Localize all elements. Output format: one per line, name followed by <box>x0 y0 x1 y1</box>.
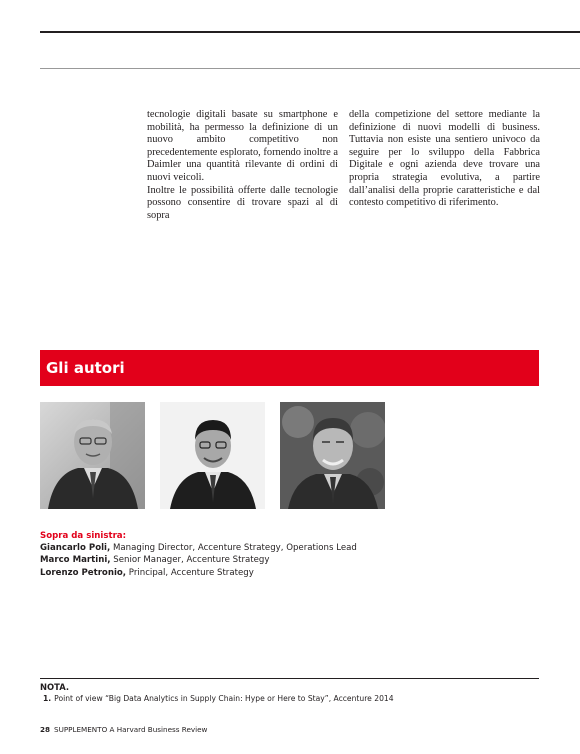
column1-paragraph-2: Inoltre le possibilità offerte dalle tecnologie possono consentire di trovare spazi al di sopra <box>147 184 338 221</box>
note-text: Point of view “Big Data Analytics in Supply Chain: Hype or Here to Stay”, Accenture 2014 <box>54 694 394 703</box>
author-photo-2 <box>160 402 265 509</box>
caption-person-3 <box>40 567 357 579</box>
top-rule <box>40 31 580 33</box>
authors-banner-title: Gli autori <box>46 359 125 377</box>
person-name: Lorenzo Petronio, <box>40 567 127 578</box>
footer-publication: SUPPLEMENTO A Harvard Business Review <box>54 725 208 734</box>
page-number: 28 <box>40 725 51 734</box>
authors-caption <box>40 530 357 579</box>
authors-banner <box>40 350 539 386</box>
person-role: Senior Manager, Accenture Strategy <box>110 555 270 566</box>
header-thin-rule <box>40 68 580 69</box>
note-item-1 <box>43 694 394 703</box>
person-role: Managing Director, Accenture Strategy, Operations Lead <box>110 543 357 554</box>
caption-heading: Sopra da sinistra: <box>40 531 127 541</box>
person-role: Principal, Accenture Strategy <box>126 567 254 578</box>
body-column-2 <box>349 109 540 210</box>
note-rule <box>40 678 539 679</box>
author-photo-3 <box>280 402 385 509</box>
caption-person-1 <box>40 542 357 554</box>
caption-person-2 <box>40 554 357 566</box>
column1-paragraph-1: tecnologie digitali basate su smartphone e mobilità, ha permesso la definizione di un nuovo ambito competitivo non precedentemente esplorato, fornendo inoltre a Daimler una quantità rilevante di ordini di nuovi veicoli. <box>147 109 338 183</box>
person-name: Marco Martini, <box>40 555 111 566</box>
note-number: 1. <box>43 694 52 703</box>
note-title: NOTA. <box>40 682 70 692</box>
column2-paragraph-1: della competizione del settore mediante la definizione di nuovi modelli di business. Tuttavia non esiste una sentiero univoco da seguire per lo sviluppo della Fabbrica Digitale e ogni azienda deve trovare una propria strategia evolutiva, a partire dall’analisi della proprie caratteristiche e dal contesto competitivo di riferimento. <box>349 109 540 209</box>
page-footer <box>40 725 207 734</box>
person-name: Giancarlo Poli, <box>40 543 111 554</box>
author-photo-1 <box>40 402 145 509</box>
body-column-1 <box>147 109 338 222</box>
